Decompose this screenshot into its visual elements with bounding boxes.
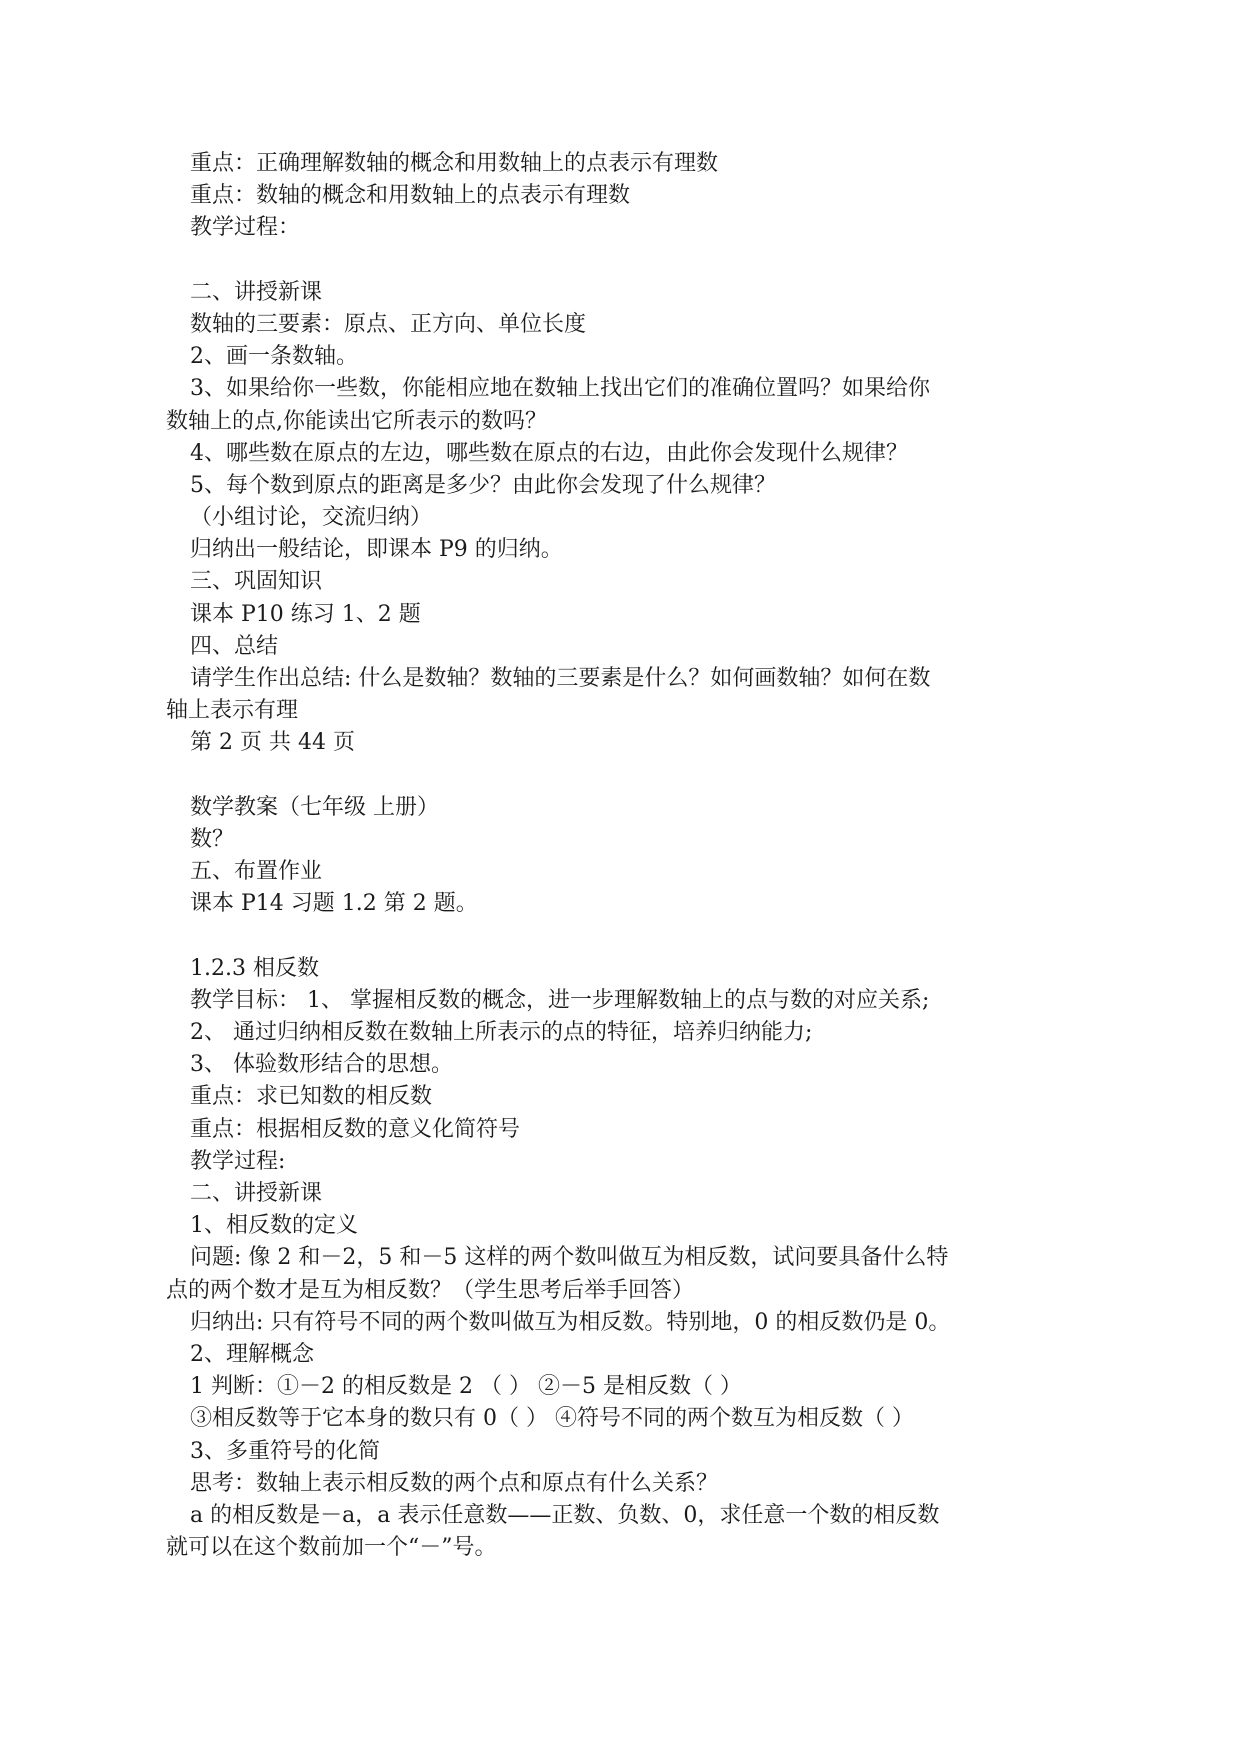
text-line: 数学教案（七年级 上册） (190, 794, 439, 820)
text-line: 教学目标： 1、 掌握相反数的概念，进一步理解数轴上的点与数的对应关系; (190, 987, 930, 1013)
text-line: 重点：求已知数的相反数 (190, 1084, 433, 1110)
text-line: 数轴上的点,你能读出它所表示的数吗？ (166, 408, 547, 434)
blank-line (190, 760, 1050, 792)
text-line: 问题: 像 2 和－2，5 和－5 这样的两个数叫做互为相反数，试问要具备什么特 (190, 1245, 949, 1271)
text-line: 归纳出一般结论，即课本 P9 的归纳。 (190, 537, 563, 563)
text-line: 1 判断：①－2 的相反数是 2 （ ） ②－5 是相反数（ ） (190, 1374, 742, 1400)
text-line: 思考：数轴上表示相反数的两个点和原点有什么关系？ (190, 1470, 719, 1496)
text-line: 2、理解概念 (190, 1341, 314, 1367)
text-line: 3、 体验数形结合的思想。 (190, 1052, 453, 1078)
text-line: 点的两个数才是互为相反数？（学生思考后举手回答） (166, 1277, 695, 1303)
text-line: 重点：根据相反数的意义化简符号 (190, 1116, 521, 1142)
text-line: 课本 P10 练习 1、2 题 (190, 601, 421, 627)
document-body (166, 148, 1050, 1564)
text-line: 三、巩固知识 (190, 569, 323, 595)
text-line: 4、哪些数在原点的左边，哪些数在原点的右边，由此你会发现什么规律？ (190, 440, 908, 466)
text-line: 教学过程: (190, 1148, 286, 1174)
text-line: （小组讨论，交流归纳） (190, 505, 433, 531)
text-line: 第 2 页 共 44 页 (190, 730, 355, 756)
blank-line (190, 245, 1050, 277)
text-line: 3、如果给你一些数，你能相应地在数轴上找出它们的准确位置吗？如果给你 (190, 376, 930, 402)
text-line: 五、布置作业 (190, 859, 323, 885)
text-line: 就可以在这个数前加一个“－”号。 (166, 1535, 497, 1561)
blank-line (190, 921, 1050, 953)
text-line: a 的相反数是－a，a 表示任意数——正数、负数、0，求任意一个数的相反数 (190, 1502, 940, 1528)
text-line: 轴上表示有理 (166, 698, 299, 724)
text-line: 重点：正确理解数轴的概念和用数轴上的点表示有理数 (190, 151, 719, 176)
text-line: 教学过程： (190, 215, 301, 241)
text-line: 二、讲授新课 (190, 279, 323, 305)
text-line: 重点：数轴的概念和用数轴上的点表示有理数 (190, 183, 631, 209)
text-line: 四、总结 (190, 633, 279, 659)
text-line: 归纳出: 只有符号不同的两个数叫做互为相反数。特别地，0 的相反数仍是 0。 (190, 1309, 951, 1335)
text-line: 2、画一条数轴。 (190, 344, 358, 370)
text-line: 3、多重符号的化简 (190, 1438, 380, 1464)
text-line: 二、讲授新课 (190, 1181, 323, 1206)
text-line: 数轴的三要素：原点、正方向、单位长度 (190, 311, 587, 337)
text-line: ③相反数等于它本身的数只有 0（ ） ④符号不同的两个数互为相反数（ ） (190, 1406, 914, 1432)
text-line: 5、每个数到原点的距离是多少？由此你会发现了什么规律？ (190, 472, 776, 498)
text-line: 请学生作出总结: 什么是数轴？数轴的三要素是什么？如何画数轴？如何在数 (190, 666, 931, 691)
text-line: 1、相反数的定义 (190, 1213, 358, 1239)
text-line: 2、 通过归纳相反数在数轴上所表示的点的特征，培养归纳能力; (190, 1020, 813, 1046)
text-line: 数？ (190, 826, 235, 852)
text-line: 课本 P14 习题 1.2 第 2 题。 (190, 891, 478, 917)
text-line: 1.2.3 相反数 (190, 955, 319, 981)
